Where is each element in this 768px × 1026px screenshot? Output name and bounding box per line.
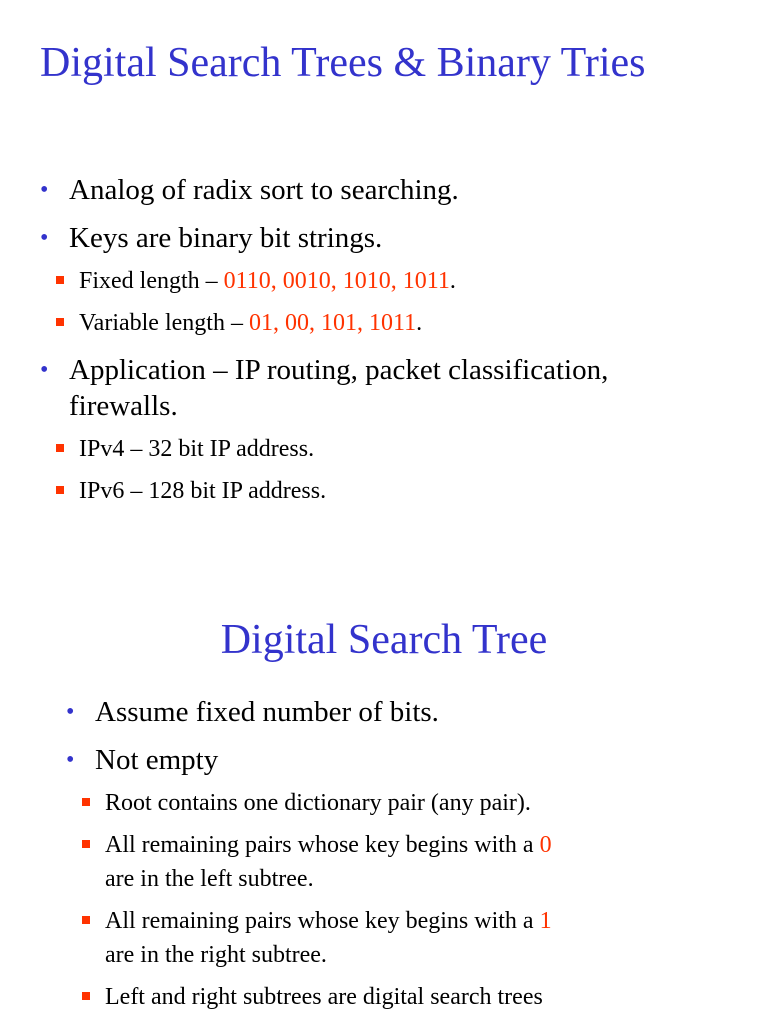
slide-2-bullet-list — [66, 694, 746, 1026]
bullet-dot-icon: • — [40, 177, 49, 203]
sub-bullet-line-2: are in the left subtree. — [105, 866, 314, 892]
square-bullet-icon — [82, 992, 90, 1000]
bullet-text: Analog of radix sort to searching. — [69, 174, 459, 206]
sub-bullet-line-2: are in the right subtree. — [105, 942, 327, 968]
bullet-text-line-1: Application – IP routing, packet classification, — [69, 354, 609, 386]
bullet-text-line-2: firewalls. — [69, 390, 178, 422]
square-bullet-icon — [82, 916, 90, 924]
sub-bullet-item — [56, 474, 740, 508]
sub-bullet-text: Left and right subtrees are digital search trees — [105, 984, 543, 1010]
bullet-dot-icon: • — [66, 699, 75, 725]
slide-2 — [0, 560, 768, 1024]
sub-bullet-text: IPv4 – 32 bit IP address. — [79, 436, 315, 462]
sub-bullet-highlight: 01, 00, 101, 1011 — [248, 310, 417, 336]
sub-bullet-prefix: Variable length – — [79, 310, 249, 336]
sub-bullet-item — [56, 306, 740, 340]
square-bullet-icon — [56, 444, 64, 452]
sub-bullet-highlight: 0 — [539, 832, 552, 858]
bullet-dot-icon: • — [66, 747, 75, 773]
sub-bullet-prefix: All remaining pairs whose key begins with a — [105, 908, 540, 934]
bullet-text: Assume fixed number of bits. — [95, 696, 439, 728]
slide-2-title: Digital Search Tree — [220, 617, 548, 663]
sub-bullet-text: Root contains one dictionary pair (any pair). — [105, 790, 531, 816]
sub-bullet-item — [82, 904, 746, 972]
sub-bullet-item — [82, 786, 746, 820]
sub-bullet-suffix: . — [449, 268, 456, 294]
square-bullet-icon — [82, 798, 90, 806]
bullet-item — [66, 694, 746, 730]
square-bullet-icon — [82, 840, 90, 848]
bullet-text: Keys are binary bit strings. — [69, 222, 383, 254]
sub-bullet-item — [82, 980, 746, 1014]
square-bullet-icon — [56, 486, 64, 494]
sub-bullet-list — [56, 264, 740, 340]
bullet-dot-icon: • — [40, 357, 49, 383]
sub-bullet-text: IPv6 – 128 bit IP address. — [79, 478, 327, 504]
bullet-text: Not empty — [95, 744, 219, 776]
sub-bullet-highlight: 0110, 0010, 1010, 1011 — [223, 268, 450, 294]
bullet-dot-icon: • — [40, 225, 49, 251]
bullet-item — [40, 172, 740, 208]
sub-bullet-suffix: . — [416, 310, 423, 336]
square-bullet-icon — [56, 318, 64, 326]
sub-bullet-prefix: Fixed length – — [79, 268, 224, 294]
sub-bullet-prefix: All remaining pairs whose key begins with a — [105, 832, 540, 858]
slide-1-bullet-list — [40, 172, 740, 520]
sub-bullet-list — [56, 432, 740, 508]
bullet-item — [40, 220, 740, 340]
sub-bullet-item — [56, 264, 740, 298]
sub-bullet-item — [56, 432, 740, 466]
sub-bullet-item — [82, 828, 746, 896]
sub-bullet-highlight: 1 — [539, 908, 552, 934]
square-bullet-icon — [56, 276, 64, 284]
sub-bullet-list — [82, 786, 746, 1014]
slide-1-title: Digital Search Trees & Binary Tries — [40, 40, 646, 86]
bullet-item — [40, 352, 740, 508]
bullet-item — [66, 742, 746, 1014]
